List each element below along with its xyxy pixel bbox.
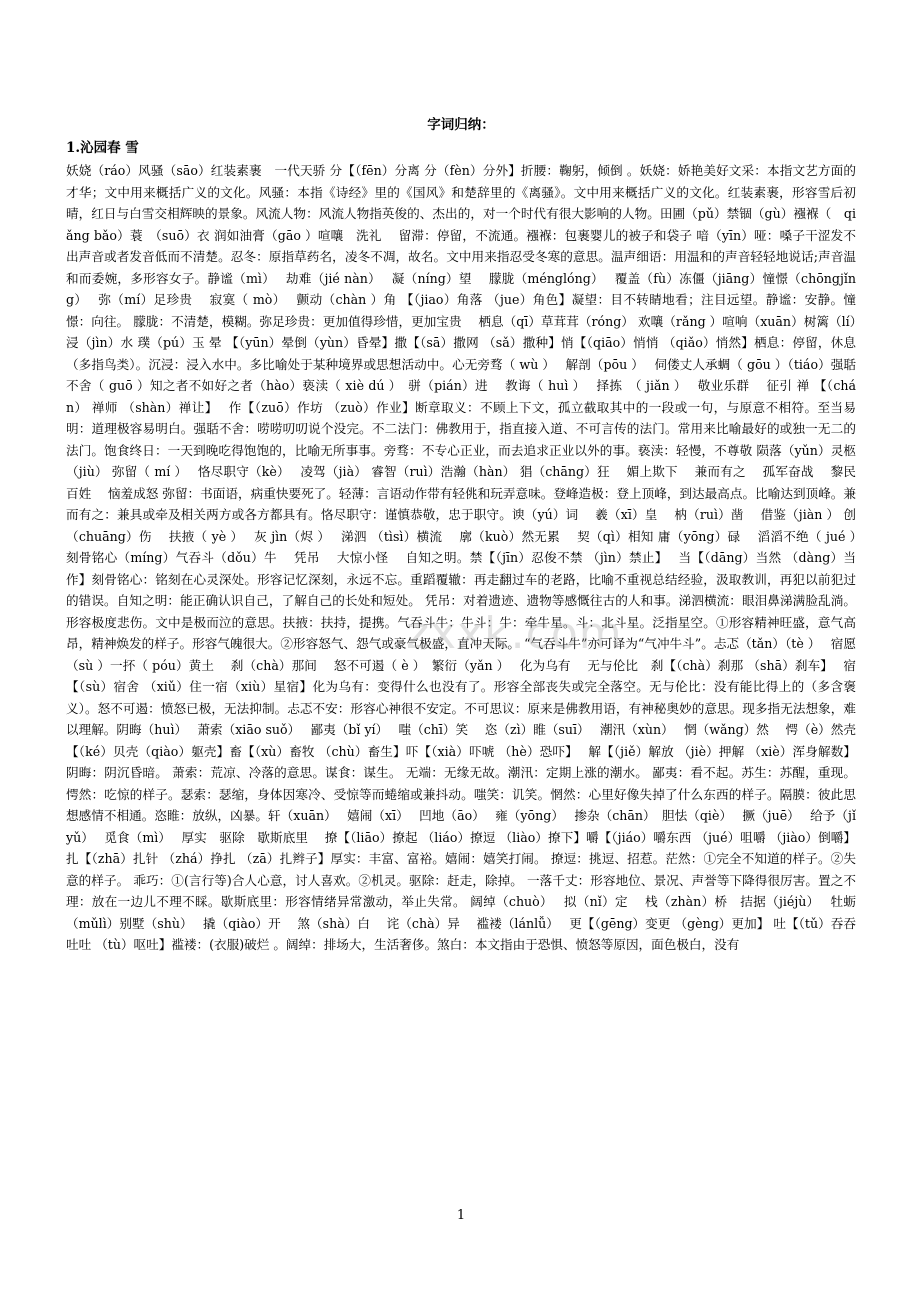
section-heading: 1.沁园春 雪 <box>66 140 139 156</box>
watermark: zxxk.com <box>406 608 623 659</box>
document-title: 字词归纳： <box>427 117 495 133</box>
document-page <box>66 0 873 1302</box>
page-number: 1 <box>456 1208 466 1223</box>
body-text: 妖娆（ráo）风骚（sāo）红装素裹 一代天骄 分【（fēn）分离 分（fèn）分外】折腰：鞠躬，倾倒 。妖娆：娇艳美好文采：本指文艺方面的才华；文中用来概括广义的文化。风骚：本指《诗经》里的《国风》和楚辞里的《离骚》。文中用来概括广义的文化。红装素裹，形容雪后初晴，红日与白雪交相辉映的景象。风流人物：风流人物指英俊的、杰出的，对一个时代有很大影响的人物。田圃（pǔ）禁锢（gù）襁褓（ qiǎng bǎo）蓑 （suō）衣 润如油膏（gāo ）喧嚷 洗礼 留滞：停留，不流通。襁褓：包裹婴儿的被子和袋子 喑（yīn）哑：嗓子干涩发不出声音或者发音低而不清楚。忍冬：原指草药名，凌冬不凋，故名。文中用来指忍受冬寒的意思。温声细语：用温和的声音轻轻地说话;声音温和而委婉，多形容女子。静谧（mì） 劫难（jié nàn） 凝（níng）望 朦胧（ménglóng） 覆盖（fù）冻僵（jiāng）憧憬（chōngjǐng） 弥（mí）足珍贵 寂寞（ mò） 颤动（chàn ）角 【（jiao）角落 （jue）角色】凝望：目不转睛地看；注目远望。静谧：安静。憧憬：向往。 朦胧：不清楚，模糊。弥足珍贵：更加值得珍惜，更加宝贵 栖息（qī）草茸茸（róng） 欢嚷（rǎng ）喧响（xuān）树篱（lí）浸（jìn）水 璞（pú）玉 晕 【（yūn）晕倒（yùn）昏晕】撒【（sā）撒网 （sǎ）撒种】悄【（qiāo）悄悄 （qiǎo）悄然】栖息：停留，休息（多指鸟类）。沉浸：浸入水中。多比喻处于某种境界或思想活动中。心无旁骛（ wù ） 解剖（pōu ） 伺偻丈人承蜩（ gōu ）（tiáo）强聒不舍（ guō ）知之者不如好之者（hào）亵渎（ xiè dú ） 骈（pián）进 教诲（ huì ） 择拣 （ jiǎn ） 敬业乐群 征引 禅 【（chán） 禅师 （shàn）禅让】 作【（zuō）作坊 （zuò）作业】断章取义：不顾上下文，孤立截取其中的一段或一句，与原意不相符。至当易明：道理极容易明白。强聒不舍：唠唠叨叨说个没完。不二法门：佛教用于，指直接入道、不可言传的法门。常用来比喻最好的或独一无二的法门。饱食终日：一天到晚吃得饱饱的，比喻无所事事。旁骛：不专心正业，而去追求正业以外的事。亵渎：轻慢，不尊敬 陨落（yǔn）灵柩（jiù） 弥留（ mí ） 恪尽职守（kè） 凌驾（jià） 睿智（ruì）浩瀚（hàn） 猖（chāng）狂 媚上欺下 兼而有之 孤军奋战 黎民百姓 恼羞成怒 弥留：书面语，病重快要死了。轻薄：言语动作带有轻佻和玩弄意味。登峰造极：登上顶峰，到达最高点。比喻达到顶峰。兼而有之：兼具或牵及相关两方或各方都具有。恪尽职守：谨慎恭敬，忠于职守。谀（yú）词 羲（xī）皇 枘（ruì）凿 借鉴（jiàn ） 创（chuāng）伤 扶掖（ yè ） 灰 jìn（烬 ） 涕泗 （tìsì）横流 廓（kuò）然无累 契（qì）相知 庸（yōng）碌 滔滔不绝（ jué ） 刻骨铭心（míng）气吞斗（dǒu）牛 凭吊 大惊小怪 自知之明。禁【（jīn）忍俊不禁 （jìn）禁止】 当【（dāng）当然 （dàng）当作】刻骨铭心：铭刻在心灵深处。形容记忆深刻，永远不忘。重蹈覆辙：再走翻过车的老路，比喻不重视总结经验，汲取教训，再犯以前犯过的错误。自知之明：能正确认识自己，了解自己的长处和短处。 凭吊：对着遗迹、遗物等感慨往古的人和事。涕泗横流：眼泪鼻涕满脸乱淌。形容极度悲伤。文中是极而泣的意思。扶掖：扶持，提携。气吞斗牛：牛斗：牛：牵牛星。斗：北斗星。泛指星空。①形容精神旺盛，意气高昂，精神焕发的样子。形容气魄很大。②形容怒气、怨气或豪气极盛，直冲天际。 “气吞斗牛”亦可译为“气冲牛斗”。忐忑（tǎn）（tè ） 宿愿（sù ）一抔（ póu）黄土 刹（chà）那间 怒不可遏（ è ） 繁衍（yǎn ） 化为乌有 无与伦比 刹【（chà）刹那 （shā）刹车】 宿【（sù）宿舍 （xiǔ）住一宿（xiù）星宿】化为乌有：变得什么也没有了。形容全部丧失或完全落空。无与伦比：没有能比得上的（多含褒义）。怒不可遏：愤怒已极，无法抑制。忐忑不安：形容心神很不安定。不可思议：原来是佛教用语，有神秘奥妙的意思。现多指无法想象，难以理解。阴晦（huì） 萧索（xiāo suǒ） 鄙夷（bǐ yí） 嗤（chī）笑 恣（zì）睢（suī） 潮汛（xùn） 惘（wǎng）然 愕（è）然壳【（ké）贝壳（qiào）躯壳】畜【（xù）畜牧 （chù）畜生】吓【（xià）吓唬 （hè）恐吓】 解【（jiě）解放 （jiè）押解 （xiè）浑身解数】 阴晦：阴沉昏暗。 萧索：荒凉、冷落的意思。谋食：谋生。 无端：无缘无故。潮汛：定期上涨的潮水。 鄙夷：看不起。苏生：苏醒，重现。愕然：吃惊的样子。瑟索：瑟缩，身体因寒冷、受惊等而蜷缩或兼抖动。嗤笑：讥笑。惘然：心里好像失掉了什么东西的样子。隔膜：彼此思想感情不相通。恣睢：放纵，凶暴。轩（xuān） 嬉闹（xī） 凹地（āo） 雍（yōng） 掺杂（chān） 胆怯（qiè） 撅（juē） 给予（jǐ yǔ） 觅食（mì） 厚实 驱除 歇斯底里 撩【（liāo）撩起 （liáo）撩逗 （liào）撩下】嚼【（jiáo）嚼东西 （jué）咀嚼 （jiào）倒嚼】 扎【（zhā）扎针 （zhá）挣扎 （zā）扎辫子】厚实：丰富、富裕。嬉闹：嬉笑打闹。 撩逗：挑逗、招惹。茫然：①完全不知道的样子。②失意的样子。 乖巧：①(言行等)合人心意，讨人喜欢。②机灵。驱除：赶走，除掉。 一落千丈：形容地位、景况、声誉等下降得很厉害。置之不理：放在一边儿不理不睬。歇斯底里：形容情绪异常激动，举止失常。 阔绰（chuò） 拟（nǐ）定 栈（zhàn）桥 拮据（jiéjù） 牡蛎（mǔlì）别墅（shù） 撬（qiào）开 煞（shà）白 诧（chà）异 褴褛（lánlǚ） 更【（gēng）变更 （gèng）更加】 吐【（tǔ）吞吞吐吐 （tù）呕吐】褴褛：(衣服)破烂 。阔绰：排场大，生活奢侈。煞白：本文指由于恐惧、愤怒等原因，面色极白，没有 <box>66 163 873 952</box>
